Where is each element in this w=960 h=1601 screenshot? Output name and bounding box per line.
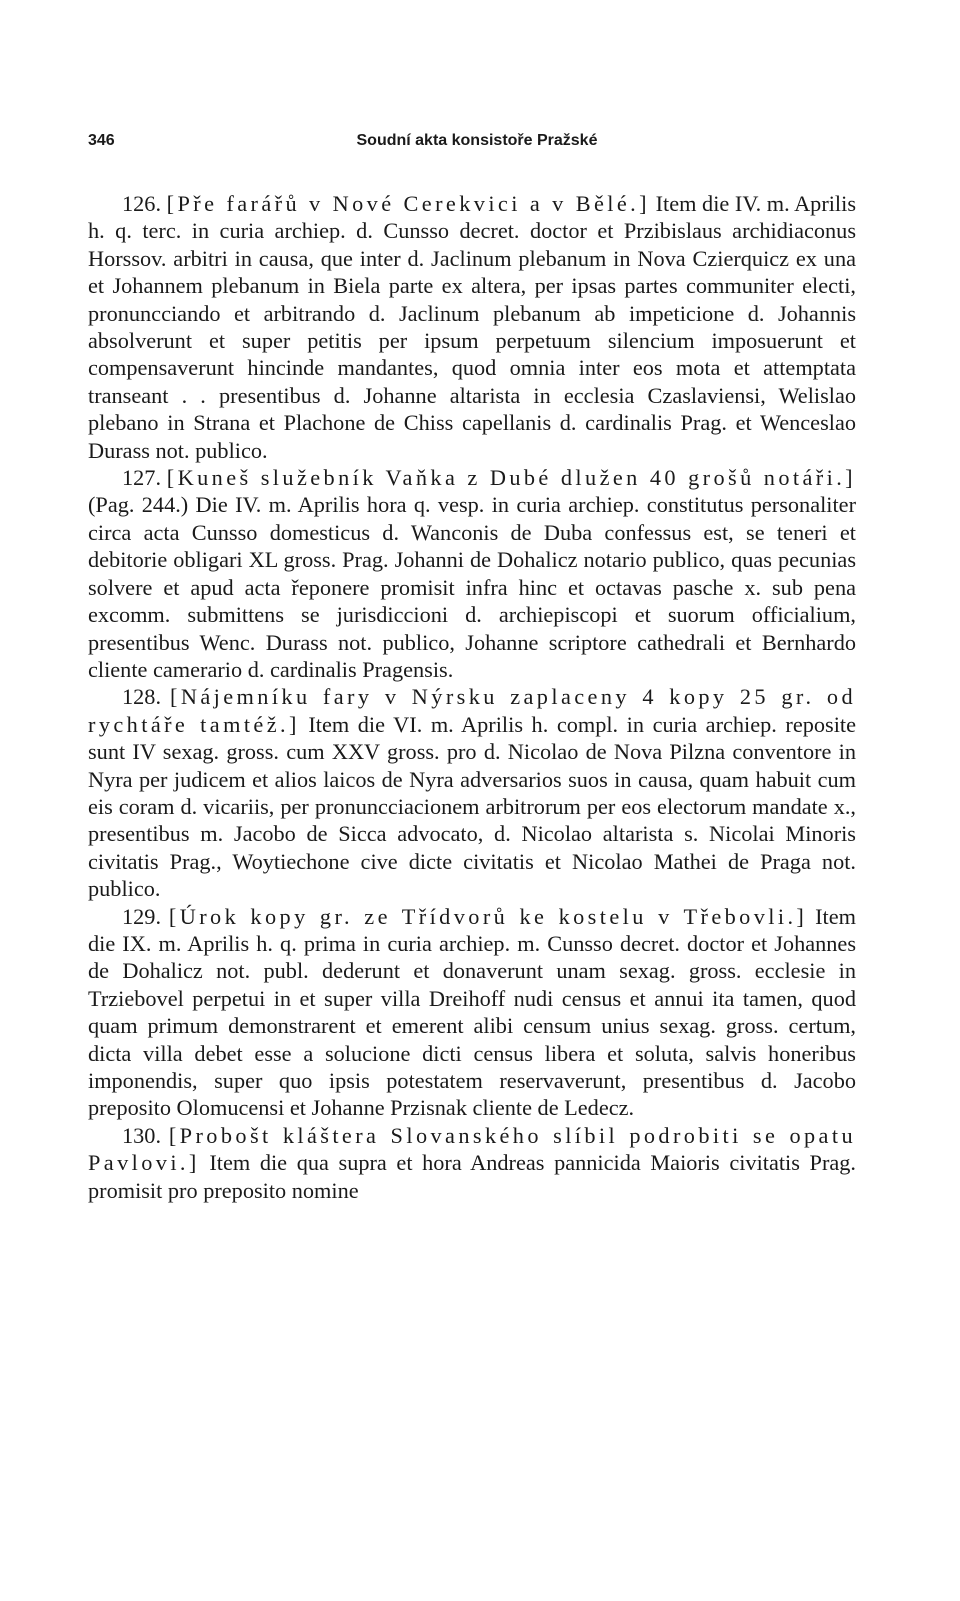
entry-body: Item die IX. m. Aprilis h. q. prima in curia archiep. m. Cunsso decret. doctor et Johannes de Dohalicz not. publ. dederunt et donaverunt unam sexag. gross. ecclesie in Trziebovel perpetui in et super villa Dreihoff nudi census et annui ita tamen, quod quam primum demonstrarent et emerent alibi censum unius sexag. gross. certum, dicta villa debet esse a solucione dicti census libera et soluta, salvis honeribus imponendis, super quo ipsis potestatem reservaverunt, presentibus d. Jacobo preposito Olomucensi et Johanne Przisnak cliente de Ledecz. [88, 903, 856, 1121]
running-title: Soudní akta konsistoře Pražské [356, 132, 598, 149]
entry-heading: [Kuneš služebník Vaňka z Dubé dlužen 40 grošů notáři.] [166, 465, 856, 491]
body-text [88, 190, 856, 1204]
entry-129 [88, 903, 856, 1122]
entry-heading: [Pře farářů v Nové Cerekvici a v Bělé.] [166, 191, 650, 216]
entry-number: 130. [122, 1122, 162, 1148]
book-page [88, 128, 856, 1204]
entry-heading: [Probošt kláštera Slovanského slíbil podrobiti se opatu Pavlovi.] [88, 1122, 857, 1176]
entry-body: Item die qua supra et hora Andreas pannicida Maioris civitatis Prag. promisit pro preposito nomine [88, 1150, 856, 1203]
entry-number: 129. [122, 903, 162, 929]
entry-body: (Pag. 244.) Die IV. m. Aprilis hora q. vesp. in curia archiep. constitutus personaliter circa acta Cunsso domesticus d. Wanconis de Duba confessus est, se teneri et debitorie obligari XL gross. Prag. Johanni de Dohalicz notario publico, quas pecunias solvere et apud acta řeponere promisit infra hinc et octavas pasche x. sub pena excomm. submittens se jurisdiccioni d. archiepiscopi et suorum officialium, presentibus Wenc. Durass not. publico, Johanne scriptore cathedrali et Bernhardo cliente camerario d. cardinalis Pragensis. [88, 492, 856, 682]
page-number: 346 [88, 132, 115, 149]
entry-127 [88, 464, 856, 683]
entry-heading: [Nájemníku fary v Nýrsku zaplaceny 4 kopy 25 gr. od rychtáře tamtéž.] [88, 684, 856, 737]
entry-128 [88, 683, 856, 902]
entry-126 [88, 190, 856, 464]
running-head [88, 128, 856, 158]
entry-130 [88, 1122, 856, 1204]
entry-number: 127. [122, 465, 162, 491]
entry-heading: [Úrok kopy gr. ze Třídvorů ke kostelu v Třebovli.] [168, 903, 808, 929]
entry-number: 126. [122, 191, 162, 216]
entry-number: 128. [122, 684, 162, 710]
entry-body: Item die IV. m. Aprilis h. q. terc. in curia archiep. d. Cunsso decret. doctor et Przibislaus archidiaconus Horssov. arbitri in causa, que inter d. Jaclinum plebanum in Nova Czierquicz ex una et Johannem plebanum in Biela parte ex altera, per ipsas partes communiter electi, pronuncciando et arbitrando d. Jaclinum plebanum ab impeticione d. Johannis absolverunt et super petitis per ipsum perpetuum silencium imposuerunt et compensaverunt hincinde mandantes, quod omnia inter eos mota et attemptata transeant . . presentibus d. Johanne altarista in ecclesia Czaslaviensi, Welislao plebano in Strana et Plachone de Chiss capellanis d. cardinalis Prag. et Wenceslao Durass not. publico. [88, 191, 857, 463]
entry-body: Item die VI. m. Aprilis h. compl. in curia archiep. reposite sunt IV sexag. gross. cum XXV gross. pro d. Nicolao de Nova Pilzna conventore in Nyra per judicem et alios laicos de Nyra adversarios suos in causa, quam habuit cum eis coram d. vicariis, per pronuncciacionem arbitrorum per eos electorum mandate x., presentibus m. Jacobo de Sicca advocato, d. Nicolao altarista s. Nicolai Minoris civitatis Prag., Woytiechone cive dicte civitatis et Nicolao Mathei de Praga not. publico. [88, 711, 857, 902]
